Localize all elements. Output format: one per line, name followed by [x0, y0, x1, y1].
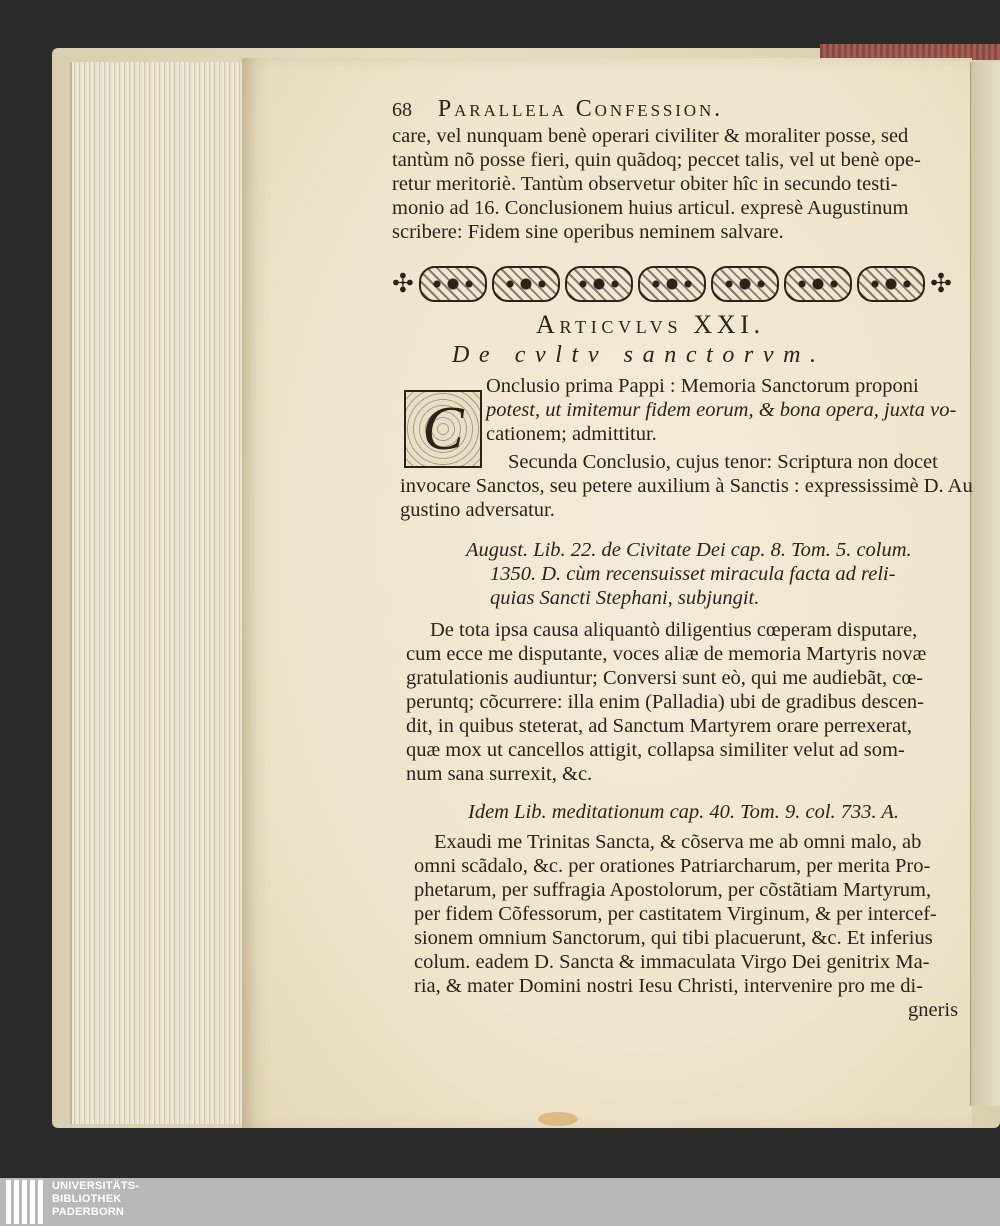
ornament-icon: [638, 266, 706, 302]
running-header: [392, 96, 723, 123]
page-number: 68: [392, 99, 412, 121]
text-line: colum. eadem D. Sancta & immaculata Virgo Dei genitrix Ma-: [414, 951, 930, 973]
citation-line: quias Sancti Stephani, subjungit.: [490, 587, 760, 609]
text-line: cationem; admittitur.: [486, 423, 657, 445]
logo-line: UNIVERSITÄTS-: [52, 1180, 140, 1192]
text-line: care, vel nunquam benè operari civiliter & moraliter posse, sed: [392, 125, 909, 147]
paper-stain: [538, 1112, 578, 1126]
ornament-icon: [711, 266, 779, 302]
text-line: gustino adversatur.: [400, 499, 555, 521]
citation-line: Idem Lib. meditationum cap. 40. Tom. 9. col. 733. A.: [468, 801, 900, 823]
text-line: De tota ipsa causa aliquantò diligentius cœperam disputare,: [430, 619, 918, 641]
catchword: gneris: [908, 999, 959, 1021]
ornament-icon: [419, 266, 487, 302]
logo-line: BIBLIOTHEK: [52, 1193, 122, 1205]
library-footer-bar: [0, 1178, 1000, 1226]
logo-line: PADERBORN: [52, 1206, 125, 1218]
text-line: potest, ut imitemur fidem eorum, & bona opera, juxta vo-: [486, 399, 957, 421]
ornament-end-icon: ✣: [930, 269, 952, 298]
page-stack-edges: [70, 62, 250, 1124]
ornament-rule: [392, 266, 952, 302]
facing-page-edge: [970, 62, 1000, 1106]
running-title: Parallela Confession.: [437, 96, 723, 122]
text-line: phetarum, per suffragia Apostolorum, per cõstãtiam Martyrum,: [414, 879, 932, 901]
text-line: invocare Sanctos, seu petere auxilium à Sanctis : expressissimè D. Au: [400, 475, 973, 497]
article-subtitle: De cvltv sanctorvm.: [452, 342, 826, 368]
text-line: quæ mox ut cancellos attigit, collapsa similiter velut ad som-: [406, 739, 905, 761]
text-line: scribere: Fidem sine operibus neminem salvare.: [392, 221, 784, 243]
text-line: monio ad 16. Conclusionem huius articul. expresè Augustinum: [392, 197, 909, 219]
text-line: peruntq; cõcurrere: illa enim (Palladia) ubi de gradibus descen-: [406, 691, 924, 713]
text-line: dit, in quibus steterat, ad Sanctum Martyrem orare perrexerat,: [406, 715, 913, 737]
ornament-icon: [857, 266, 925, 302]
citation-line: August. Lib. 22. de Civitate Dei cap. 8. Tom. 5. colum.: [466, 539, 912, 561]
text-line: Exaudi me Trinitas Sancta, & cõserva me ab omni malo, ab: [434, 831, 922, 853]
text-line: Secunda Conclusio, cujus tenor: Scriptura non docet: [508, 451, 938, 473]
text-line: retur meritoriè. Tantùm observetur obiter hîc in secundo testi-: [392, 173, 898, 195]
text-line: cum ecce me disputante, voces aliæ de memoria Martyris novæ: [406, 643, 927, 665]
text-line: num sana surrexit, &c.: [406, 763, 593, 785]
library-logo-icon: [6, 1180, 46, 1224]
text-line: tantùm nõ posse fieri, quin quãdoq; peccet talis, vel ut benè ope-: [392, 149, 921, 171]
text-line: Onclusio prima Pappi : Memoria Sanctorum proponi: [486, 375, 919, 397]
ornament-icon: [492, 266, 560, 302]
text-line: per fidem Cõfessorum, per castitatem Virginum, & per intercef-: [414, 903, 937, 925]
text-line: sionem omnium Sanctorum, qui tibi placuerunt, &c. Et inferius: [414, 927, 933, 949]
ornament-icon: [784, 266, 852, 302]
ornament-icon: [565, 266, 633, 302]
text-line: gratulationis audiuntur; Conversi sunt eò, qui me audiebãt, cœ-: [406, 667, 923, 689]
text-line: omni scãdalo, &c. per orationes Patriarcharum, per merita Pro-: [414, 855, 931, 877]
library-logo-text: [52, 1180, 139, 1219]
decorated-initial: C: [404, 390, 482, 468]
citation-line: 1350. D. cùm recensuisset miracula facta ad reli-: [490, 563, 896, 585]
text-line: ria, & mater Domini nostri Iesu Christi, intervenire pro me di-: [414, 975, 923, 997]
bottom-shadow: [60, 1128, 1000, 1178]
ornament-end-icon: ✣: [392, 269, 414, 298]
article-title: Articvlvs XXI.: [536, 310, 765, 339]
